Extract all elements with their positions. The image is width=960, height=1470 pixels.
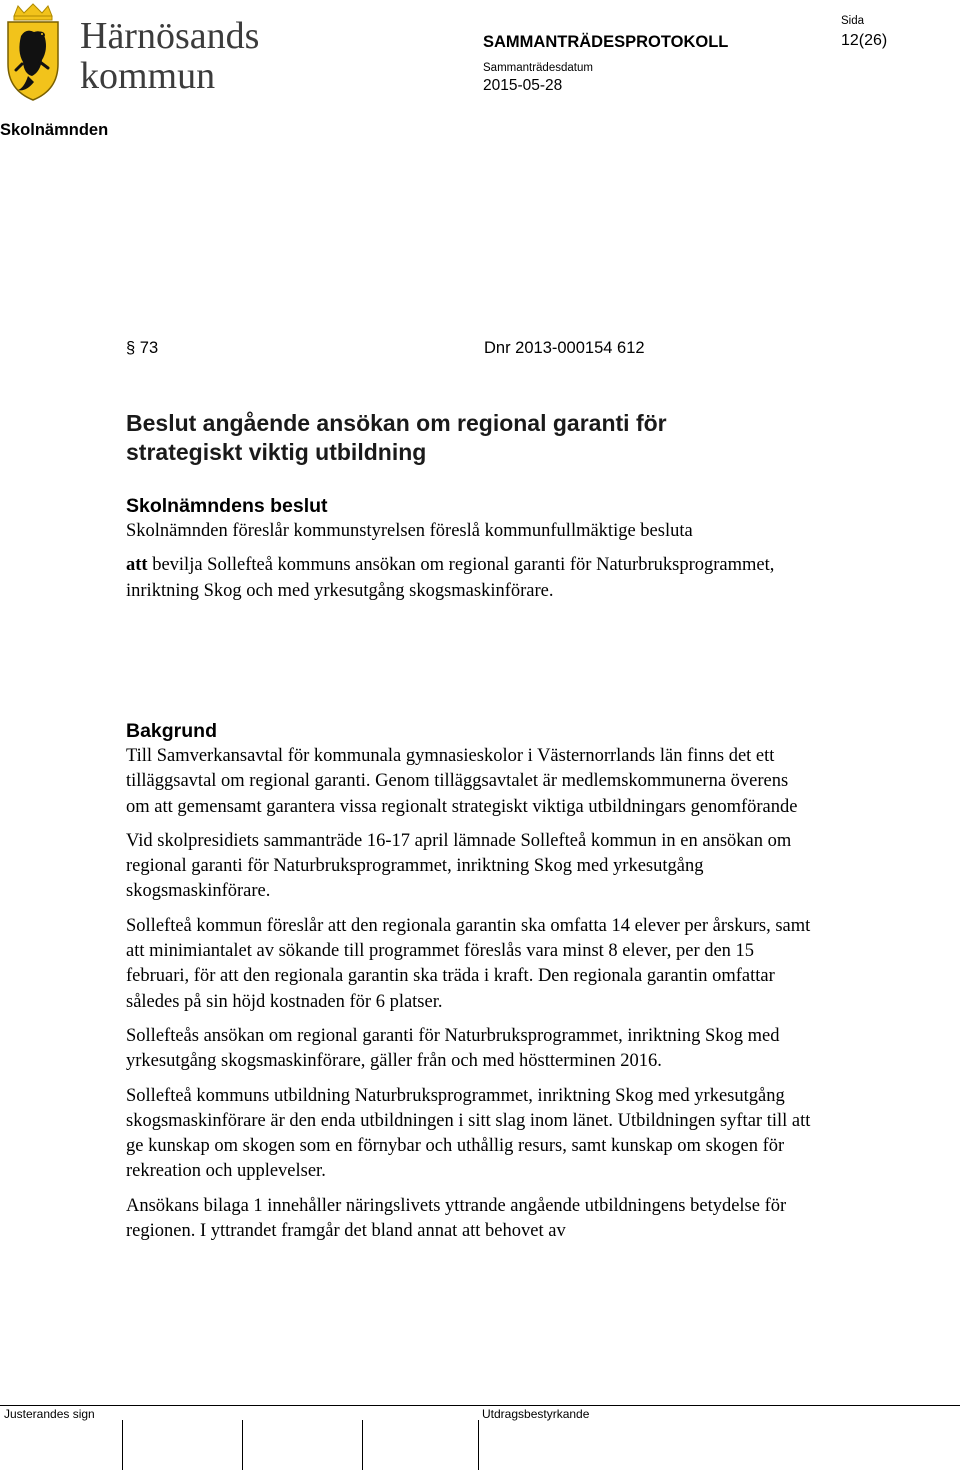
section-symbol: § — [126, 339, 136, 357]
signature-box-divider — [242, 1420, 243, 1470]
att-text: bevilja Sollefteå kommuns ansökan om regional garanti för Naturbruksprogrammet, inriktning Skog och med yrkesutgång skogsmaskinförare. — [126, 555, 775, 601]
section-title-line-2: strategiskt viktig utbildning — [126, 439, 427, 465]
decision-block — [126, 493, 816, 604]
document-title: SAMMANTRÄDESPROTOKOLL — [483, 33, 729, 51]
page-label: Sida — [841, 15, 865, 27]
brand-line-1: Härnösands — [80, 15, 260, 57]
section-number-value: 73 — [139, 339, 159, 357]
meeting-date: 2015-05-28 — [483, 77, 563, 94]
decision-heading: Skolnämndens beslut — [126, 495, 328, 517]
brand-line-2: kommun — [80, 55, 216, 97]
background-paragraph: Sollefteås ansökan om regional garanti för Naturbruksprogrammet, inriktning Skog med yrkesutgång skogsmaskinförare, gäller från och med höstterminen 2016. — [126, 1025, 780, 1072]
diary-number: Dnr 2013-000154 612 — [484, 339, 645, 357]
signature-box-divider — [362, 1420, 363, 1470]
section-title — [126, 409, 826, 467]
att-keyword: att — [126, 555, 148, 576]
section-number — [126, 339, 158, 358]
page-number: 12(26) — [841, 32, 888, 49]
department-name: Skolnämnden — [0, 121, 109, 139]
decision-intro: Skolnämnden föreslår kommunstyrelsen föreslå kommunfullmäktige besluta — [126, 521, 693, 541]
municipality-name — [80, 16, 259, 96]
background-paragraph: Till Samverkansavtal för kommunala gymnasieskolor i Västernorrlands län finns det ett tilläggsavtal om regional garanti. Genom tilläggsavtalet är medlemskommunerna överens om att gemensamt garantera vissa regionalt strategiskt viktiga utbildningars genomförande — [126, 746, 798, 817]
background-paragraph: Sollefteå kommun föreslår att den regionala garantin ska omfatta 14 elever per årskurs, samt att minimiantalet av sökande till programmet föreslås vara minst 8 elever, per den 15 februari, för att den regionala garantin ska träda i kraft. Den regionala garantin omfattar således på sin höjd kostnaden för 6 platser. — [126, 915, 811, 1012]
background-paragraph: Ansökans bilaga 1 innehåller näringslivets yttrande angående utbildningens betydelse för regionen. I yttrandet framgår det bland annat att behovet av — [126, 1195, 787, 1242]
extract-certification-label: Utdragsbestyrkande — [482, 1407, 590, 1421]
signature-box-divider — [122, 1420, 123, 1470]
background-heading: Bakgrund — [126, 720, 218, 742]
decision-att-clause — [126, 553, 816, 604]
signature-box-divider — [478, 1420, 479, 1470]
signature-label: Justerandes sign — [4, 1407, 95, 1421]
footer-divider — [0, 1405, 960, 1406]
coat-of-arms-icon — [4, 2, 62, 102]
background-paragraph: Sollefteå kommuns utbildning Naturbruksprogrammet, inriktning Skog med yrkesutgång skogsmaskinförare är den enda utbildningen i sitt slag inom länet. Utbildningen syftar till att ge kunskap om skogen som en förnybar och uthållig resurs, samt kunskap om skogen för rekreation och upplevelser. — [126, 1085, 811, 1182]
section-title-line-1: Beslut angående ansökan om regional garanti för — [126, 410, 667, 436]
background-paragraph: Vid skolpresidiets sammanträde 16-17 april lämnade Sollefteå kommun in en ansökan om regional garanti för Naturbruksprogrammet, inriktning Skog med yrkesutgång skogsmaskinförare. — [126, 830, 792, 902]
meeting-date-label: Sammanträdesdatum — [483, 62, 593, 74]
background-block — [126, 718, 816, 1244]
